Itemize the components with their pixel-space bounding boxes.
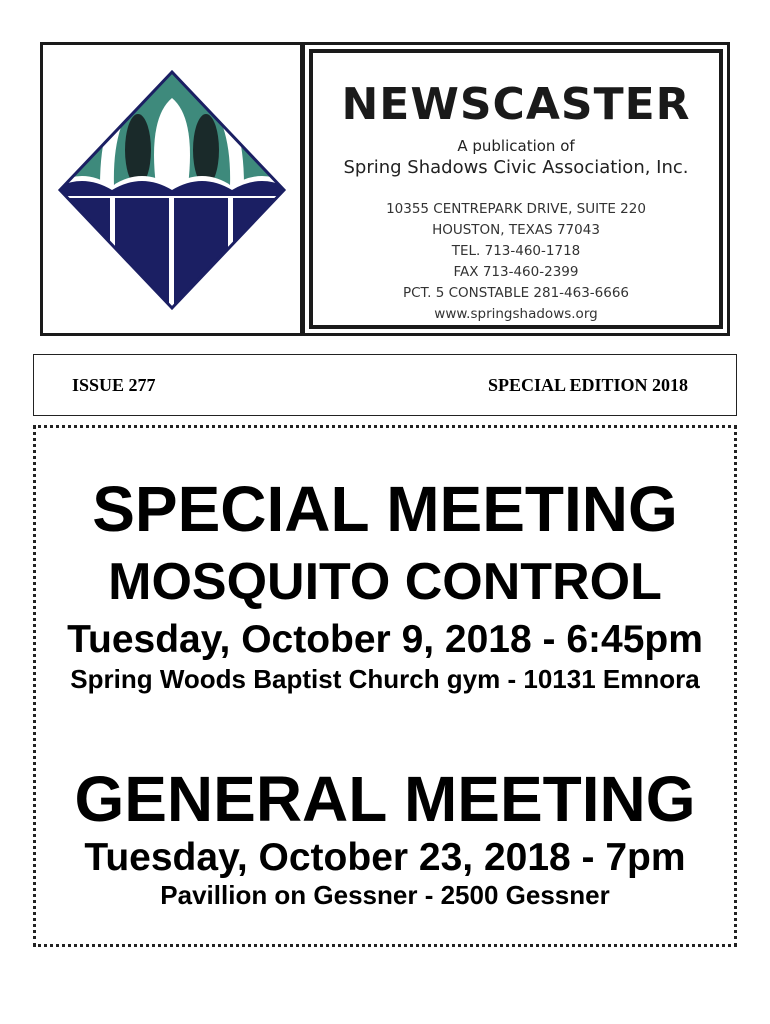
special-meeting-title: SPECIAL MEETING <box>92 473 678 545</box>
special-meeting-datetime: Tuesday, October 9, 2018 - 6:45pm <box>67 618 703 661</box>
issue-bar <box>33 354 737 416</box>
meetings-box <box>33 425 737 947</box>
masthead <box>40 42 730 336</box>
logo-panel <box>43 45 305 333</box>
edition-label: SPECIAL EDITION 2018 <box>487 375 688 395</box>
organization-name: Spring Shadows Civic Association, Inc. <box>343 157 689 178</box>
address-street: 10355 CENTREPARK DRIVE, SUITE 220 <box>386 201 646 217</box>
special-meeting-location: Spring Woods Baptist Church gym - 10131 Emnora <box>70 664 700 694</box>
issue-number: ISSUE 277 <box>72 375 156 395</box>
contact-block <box>313 199 719 325</box>
general-meeting-title: GENERAL MEETING <box>74 763 696 835</box>
publication-info <box>309 49 723 329</box>
general-meeting-datetime: Tuesday, October 23, 2018 - 7pm <box>84 836 686 879</box>
website-url: www.springshadows.org <box>434 306 598 322</box>
brand-title: NEWSCASTER <box>341 79 691 130</box>
fax-number: FAX 713-460-2399 <box>453 264 579 280</box>
constable-number: PCT. 5 CONSTABLE 281-463-6666 <box>402 285 630 301</box>
general-meeting-location: Pavillion on Gessner - 2500 Gessner <box>160 880 610 910</box>
association-logo <box>52 58 292 320</box>
phone-number: TEL. 713-460-1718 <box>451 243 581 259</box>
address-city: HOUSTON, TEXAS 77043 <box>432 222 600 238</box>
special-meeting-subtitle: MOSQUITO CONTROL <box>108 553 662 611</box>
publication-line: A publication of <box>457 137 575 155</box>
